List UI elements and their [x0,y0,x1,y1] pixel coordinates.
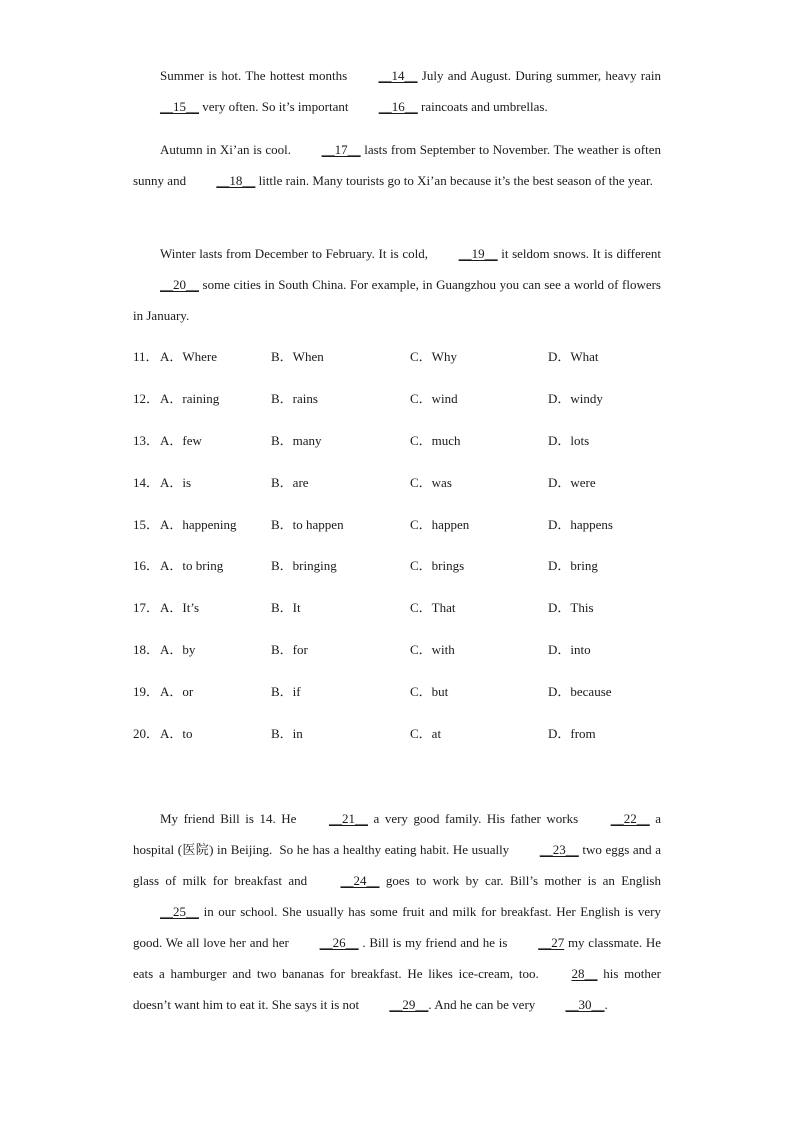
text-segment: it seldom snows. It is different [497,246,665,261]
option-c: C．was [410,474,452,490]
text-segment: lasts from September to November. The weather is often sunny and [133,142,665,188]
blank-30: __30__ [565,997,605,1012]
option-a: A．to bring [160,558,224,574]
text-segment: raincoats and umbrellas. [417,99,548,114]
text-segment: his mother doesn’t want him to eat it. She says it is not [133,966,665,1012]
option-d: D．into [548,642,591,658]
option-d: D．What [548,349,599,364]
question-20-options [133,718,693,760]
option-b: B．It [271,600,301,616]
blank-22: __22__ [610,811,650,826]
question-11-options [133,341,693,383]
blank-21: __21__ [328,811,368,826]
option-d: D．were [548,474,596,490]
question-18-options [133,634,693,676]
blank-24: __24__ [340,873,380,888]
blank-14: __14__ [378,68,418,83]
question-number: 15． [133,516,160,532]
blank-25: __25__ [160,904,199,919]
option-c: C．at [410,726,442,742]
option-d: D．windy [548,390,603,406]
option-b: B．rains [271,390,318,406]
question-number: 18． [133,642,160,658]
question-19-options [133,676,693,718]
option-c: C．wind [410,390,458,406]
question-number: 11． [133,349,159,364]
option-a: A．Where [160,349,218,364]
option-d: D．lots [548,432,590,448]
text-segment: some cities in South China. For example, in Guangzhou you can see a world of flowers in January. [133,277,665,323]
text-segment: Winter lasts from December to February. It is cold, [160,246,432,261]
question-number: 13． [133,432,160,448]
option-d: D．from [548,726,596,742]
autumn-paragraph [133,134,665,196]
option-a: A．is [160,474,192,490]
text-segment: my classmate. He eats a hamburger and two bananas for breakfast. He likes ice-cream, too. [133,935,665,981]
question-number: 16． [133,558,160,574]
option-d: D．happens [548,516,613,532]
blank-15: __15__ [160,99,199,114]
option-c: C．with [410,642,455,658]
option-a: A．few [160,432,202,448]
text-segment: My friend Bill is 14. He [160,811,302,826]
question-14-options [133,467,693,509]
text-segment: in our school. She usually has some fruit and milk for breakfast. Her English is very good. We all love her and her [133,904,665,950]
option-b: B．for [271,642,308,658]
text-segment: . And he can be very [428,997,539,1012]
question-number: 20． [133,726,160,742]
question-17-options [133,592,693,634]
option-a: A．raining [160,390,220,406]
option-c: C．Why [410,349,457,364]
question-number: 19． [133,684,160,700]
blank-17: __17__ [321,142,361,157]
bill-paragraph [133,803,665,1020]
winter-paragraph [133,238,665,331]
option-c: C．much [410,432,461,448]
blank-23: __23__ [539,842,579,857]
text-segment: Summer is hot. The hottest months [160,68,352,83]
blank-18: __18__ [216,173,256,188]
blank-28: 28__ [571,966,598,981]
answer-options [133,341,693,760]
text-segment: goes to work by car. Bill’s mother is an English [379,873,665,888]
blank-27: __27 [538,935,565,950]
text-segment: two eggs and a glass of milk for breakfast and [133,842,665,888]
option-c: C．brings [410,558,465,574]
question-15-options [133,509,693,551]
text-segment: . [604,997,608,1012]
blank-20: __20__ [160,277,199,292]
question-number: 17． [133,600,160,616]
text-segment: July and August. During summer, heavy rain [417,68,665,83]
option-b: B．to happen [271,516,344,532]
text-segment: . Bill is my friend and he is [358,935,512,950]
option-c: C．happen [410,516,470,532]
option-a: A．It’s [160,600,200,616]
option-b: B．many [271,432,322,448]
blank-26: __26__ [319,935,359,950]
option-c: C．but [410,684,449,700]
text-segment: a hospital (医院) in Beijing. So he has a healthy eating habit. He usually [133,811,665,857]
text-segment: a very good family. His father works [367,811,584,826]
option-a: A．happening [160,516,237,532]
question-number: 14． [133,474,160,490]
option-b: B．in [271,726,303,742]
option-b: B．are [271,474,309,490]
option-b: B．bringing [271,558,337,574]
text-segment: Autumn in Xi’an is cool. [160,142,295,157]
option-a: A．to [160,726,193,742]
option-b: B．When [271,349,324,364]
question-16-options [133,550,693,592]
blank-16: __16__ [378,99,418,114]
blank-29: __29__ [389,997,429,1012]
summer-paragraph [133,60,665,122]
blank-19: __19__ [458,246,498,261]
option-a: A．or [160,684,194,700]
option-d: D．because [548,684,612,700]
text-segment: little rain. Many tourists go to Xi’an because it’s the best season of the year. [255,173,653,188]
text-segment: very often. So it’s important [199,99,352,114]
option-d: D．This [548,600,594,616]
question-13-options [133,425,693,467]
option-c: C．That [410,600,456,616]
question-number: 12． [133,390,160,406]
option-a: A．by [160,642,196,658]
question-12-options [133,383,693,425]
option-b: B．if [271,684,301,700]
option-d: D．bring [548,558,598,574]
